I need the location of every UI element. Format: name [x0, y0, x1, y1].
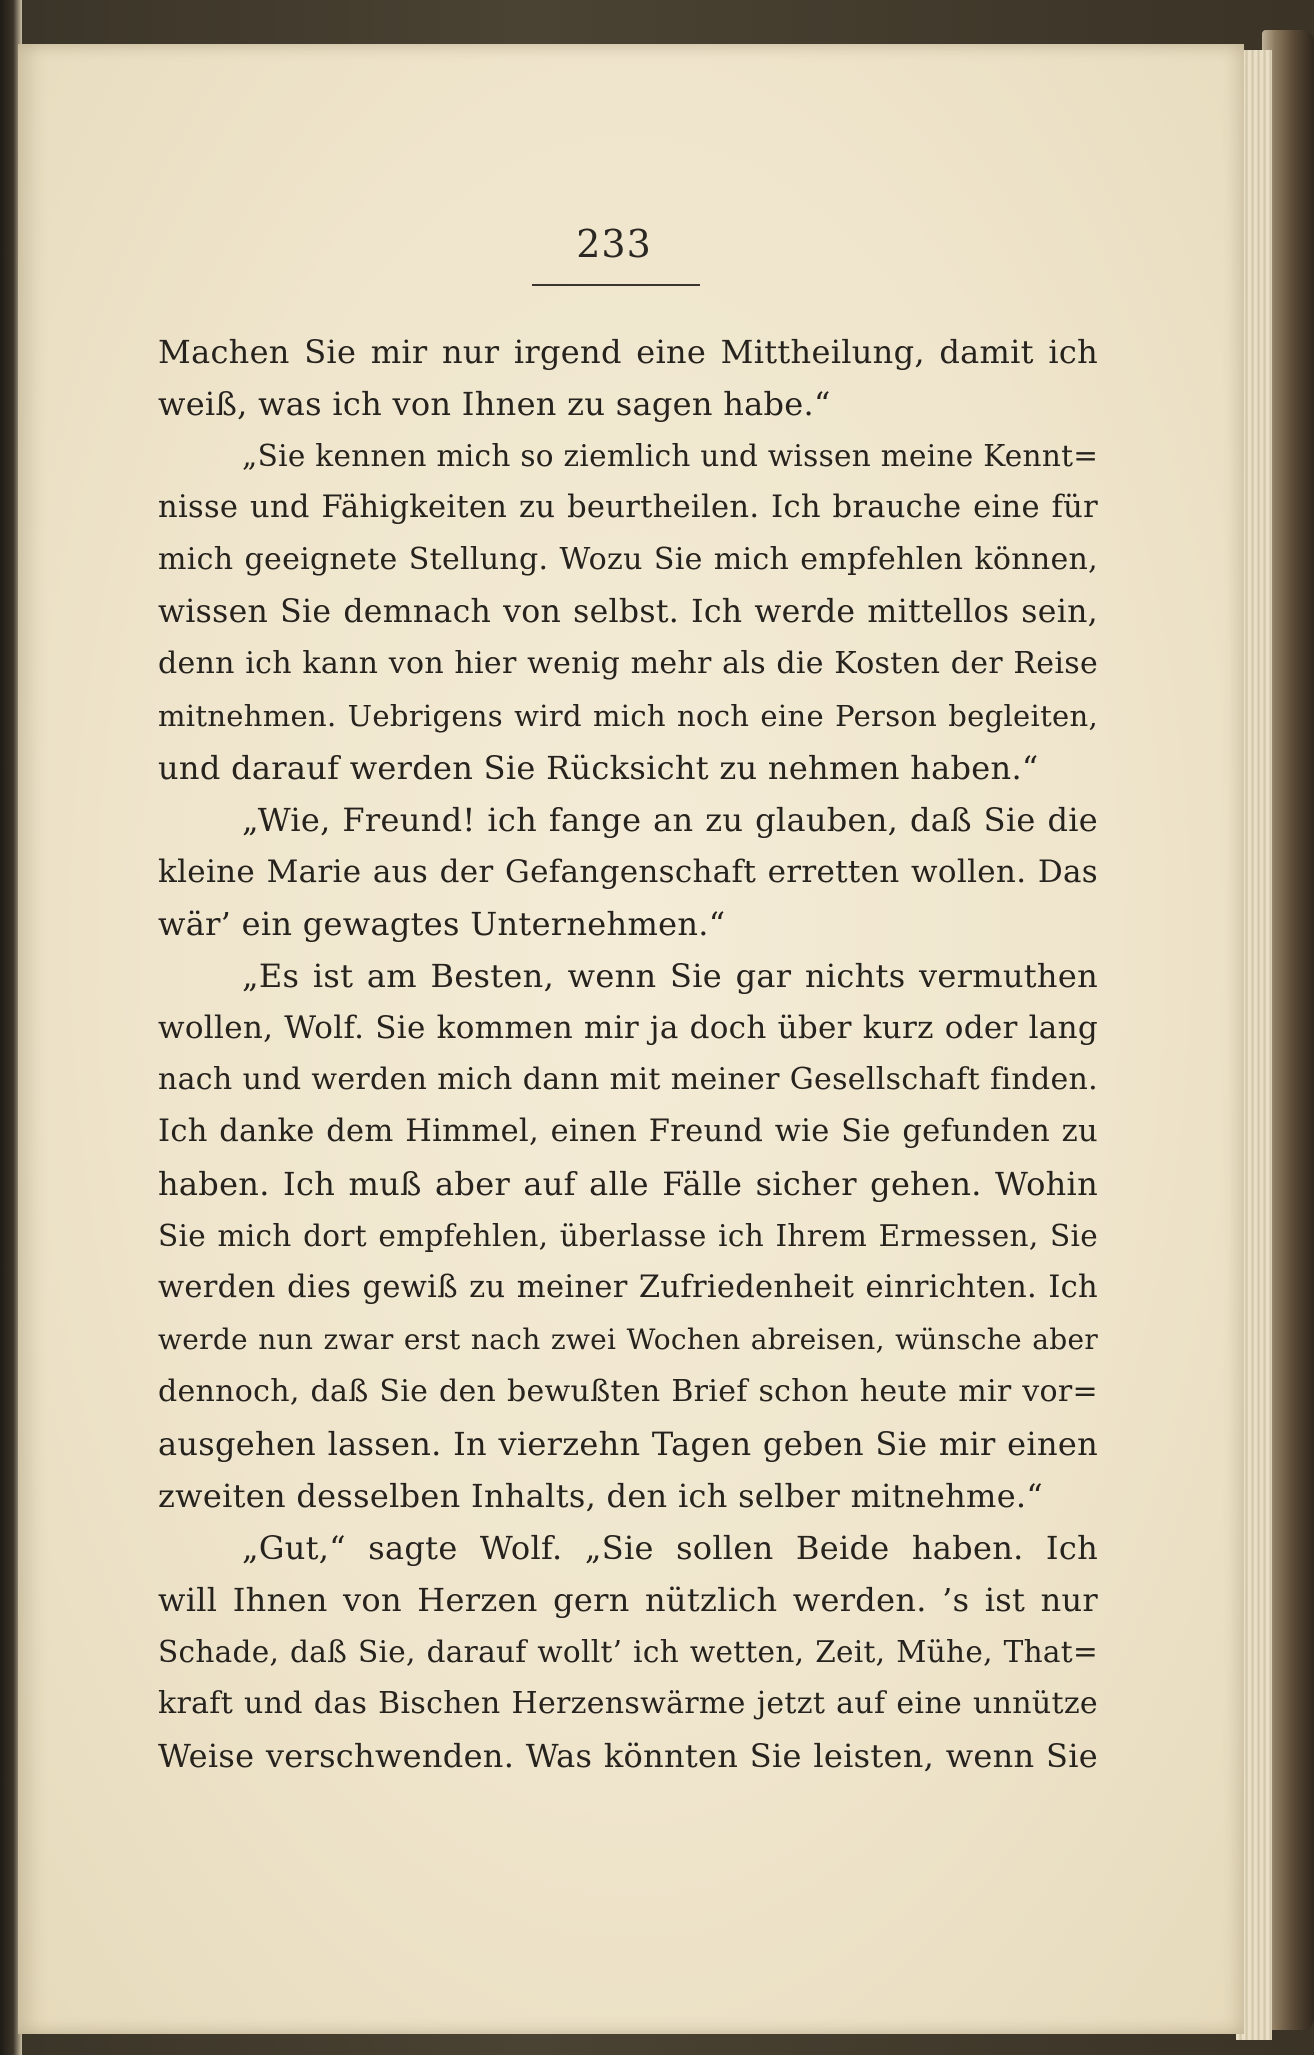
- text-line: will Ihnen von Herzen gern nützlich werden. ’s ist nur: [158, 1581, 1098, 1619]
- text-line: Schade, daß Sie, darauf wollt’ ich wetten, Zeit, Mühe, That=: [158, 1635, 1098, 1669]
- text-line: wär’ ein gewagtes Unternehmen.“: [158, 905, 726, 943]
- text-line: werde nun zwar erst nach zwei Wochen abreisen, wünsche aber: [158, 1323, 1098, 1356]
- text-line: kleine Marie aus der Gefangenschaft erretten wollen. Das: [158, 854, 1098, 890]
- text-line: nisse und Fähigkeiten zu beurtheilen. Ich brauche eine für: [158, 490, 1098, 525]
- text-line: „Sie kennen mich so ziemlich und wissen meine Kennt=: [242, 439, 1099, 473]
- text-line: Weise verschwenden. Was könnten Sie leisten, wenn Sie: [158, 1737, 1098, 1775]
- text-line: Machen Sie mir nur irgend eine Mittheilung, damit ich: [158, 333, 1098, 371]
- text-line: weiß, was ich von Ihnen zu sagen habe.“: [158, 385, 831, 423]
- text-line: und darauf werden Sie Rücksicht zu nehmen haben.“: [158, 749, 1039, 787]
- text-line: haben. Ich muß aber auf alle Fälle sicher gehen. Wohin: [158, 1165, 1098, 1203]
- page-number: 233: [576, 222, 652, 266]
- text-line: mich geeignete Stellung. Wozu Sie mich empfehlen können,: [158, 542, 1098, 577]
- text-line: mitnehmen. Uebrigens wird mich noch eine Person begleiten,: [158, 699, 1098, 733]
- book-page: [18, 44, 1244, 2034]
- header-rule: [532, 284, 700, 286]
- text-line: wissen Sie demnach von selbst. Ich werde mittellos sein,: [158, 594, 1098, 630]
- text-line: „Wie, Freund! ich fange an zu glauben, daß Sie die: [242, 801, 1098, 839]
- text-line: nach und werden mich dann mit meiner Gesellschaft finden.: [158, 1062, 1098, 1097]
- page-text: [158, 326, 1098, 1782]
- text-line: werden dies gewiß zu meiner Zufriedenheit einrichten. Ich: [158, 1270, 1098, 1305]
- text-line: zweiten desselben Inhalts, den ich selber mitnehme.“: [158, 1477, 1044, 1515]
- text-line: Ich danke dem Himmel, einen Freund wie Sie gefunden zu: [158, 1114, 1098, 1149]
- text-line: ausgehen lassen. In vierzehn Tagen geben Sie mir einen: [158, 1425, 1098, 1463]
- text-line: Sie mich dort empfehlen, überlasse ich Ihrem Ermessen, Sie: [158, 1219, 1098, 1253]
- text-line: denn ich kann von hier wenig mehr als die Kosten der Reise: [158, 646, 1098, 681]
- text-line: wollen, Wolf. Sie kommen mir ja doch über kurz oder lang: [158, 1010, 1098, 1046]
- text-line: kraft und das Bischen Herzenswärme jetzt auf eine unnütze: [158, 1686, 1098, 1721]
- text-line: dennoch, daß Sie den bewußten Brief schon heute mir vor=: [158, 1374, 1098, 1409]
- text-line: „Es ist am Besten, wenn Sie gar nichts vermuthen: [242, 957, 1098, 995]
- text-line: „Gut,“ sagte Wolf. „Sie sollen Beide haben. Ich: [242, 1529, 1098, 1567]
